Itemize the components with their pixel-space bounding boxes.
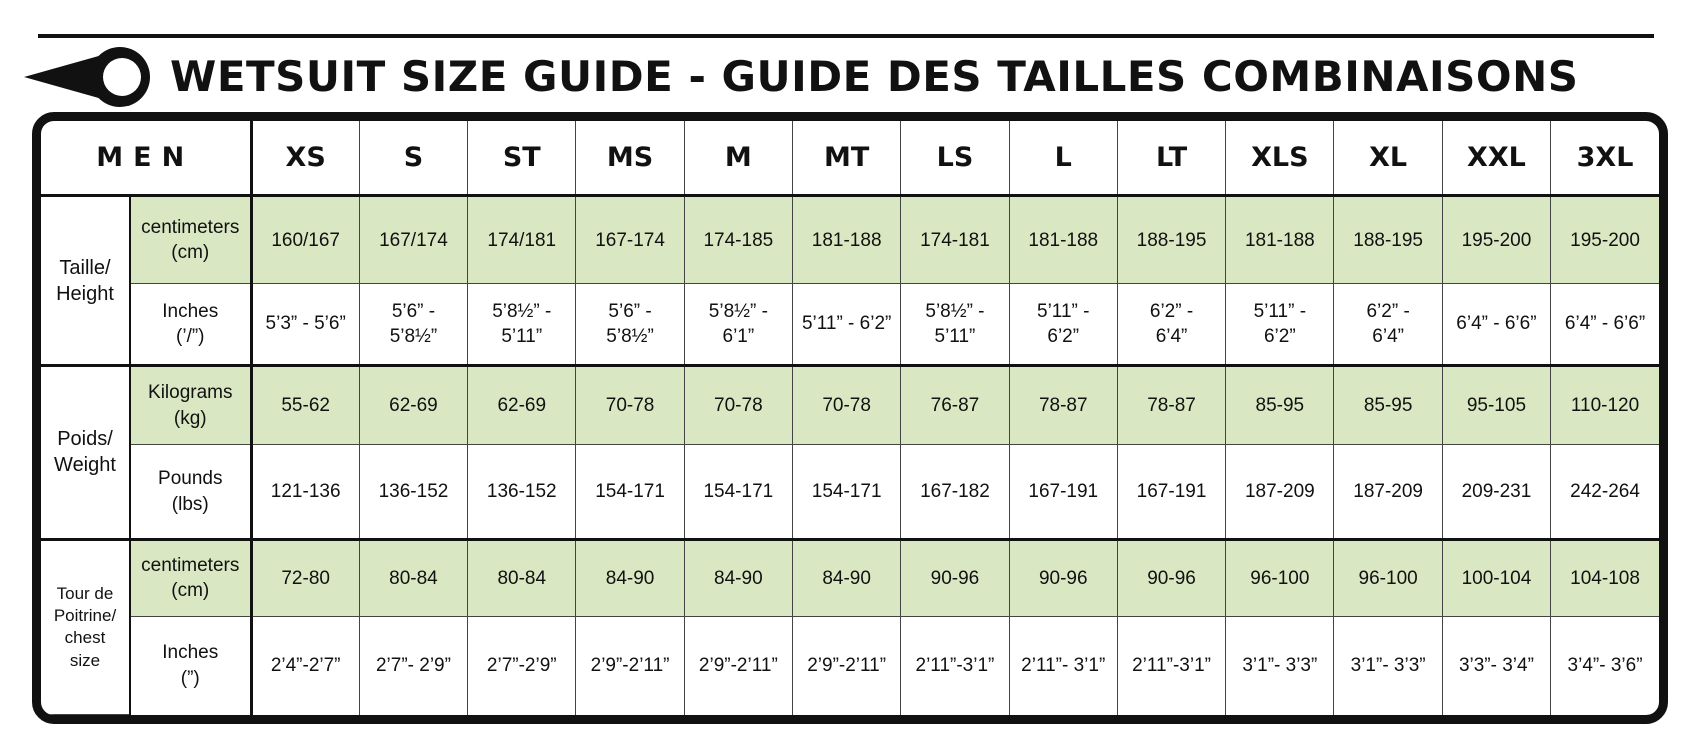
value-cell: 209-231 <box>1442 445 1550 540</box>
row-weight-kg <box>41 365 1659 444</box>
wetsuit-logo-icon <box>24 44 164 110</box>
value-cell: 160/167 <box>251 196 359 284</box>
unit-label: centimeters (cm) <box>130 196 251 284</box>
value-cell: 2’9”-2’11” <box>684 616 792 714</box>
value-cell: 78-87 <box>1117 365 1225 444</box>
page-title: WETSUIT SIZE GUIDE - GUIDE DES TAILLES COMBINAISONS <box>170 52 1579 101</box>
value-cell: 2’4”-2’7” <box>251 616 359 714</box>
value-cell: 136-152 <box>468 445 576 540</box>
value-cell: 2’9”-2’11” <box>576 616 684 714</box>
value-cell: 181-188 <box>793 196 901 284</box>
value-cell: 154-171 <box>576 445 684 540</box>
value-cell: 167-191 <box>1009 445 1117 540</box>
size-table-frame <box>32 112 1668 724</box>
unit-label: Inches (’/”) <box>130 284 251 365</box>
value-cell: 90-96 <box>901 539 1009 616</box>
value-cell: 85-95 <box>1226 365 1334 444</box>
value-cell: 62-69 <box>359 365 467 444</box>
value-cell: 167/174 <box>359 196 467 284</box>
value-cell: 100-104 <box>1442 539 1550 616</box>
row-height-in <box>41 284 1659 365</box>
value-cell: 85-95 <box>1334 365 1442 444</box>
value-cell: 2’7”- 2’9” <box>359 616 467 714</box>
size-header-m: M <box>684 121 792 196</box>
value-cell: 96-100 <box>1334 539 1442 616</box>
unit-label: centimeters (cm) <box>130 539 251 616</box>
value-cell: 3’1”- 3’3” <box>1226 616 1334 714</box>
value-cell: 174-185 <box>684 196 792 284</box>
value-cell: 5’8½” - 5’11” <box>468 284 576 365</box>
value-cell: 174/181 <box>468 196 576 284</box>
size-header-l: L <box>1009 121 1117 196</box>
value-cell: 80-84 <box>359 539 467 616</box>
size-header-mt: MT <box>793 121 901 196</box>
top-rule <box>38 34 1654 38</box>
value-cell: 136-152 <box>359 445 467 540</box>
value-cell: 181-188 <box>1226 196 1334 284</box>
size-header-3xl: 3XL <box>1551 121 1659 196</box>
size-header-ms: MS <box>576 121 684 196</box>
value-cell: 62-69 <box>468 365 576 444</box>
value-cell: 2’11”-3’1” <box>901 616 1009 714</box>
size-header-ls: LS <box>901 121 1009 196</box>
value-cell: 6’4” - 6’6” <box>1551 284 1659 365</box>
row-height-cm <box>41 196 1659 284</box>
value-cell: 72-80 <box>251 539 359 616</box>
group-label-chest: Tour de Poitrine/ chest size <box>41 539 130 714</box>
value-cell: 3’3”- 3’4” <box>1442 616 1550 714</box>
size-table-body <box>41 121 1659 715</box>
value-cell: 6’4” - 6’6” <box>1442 284 1550 365</box>
value-cell: 95-105 <box>1442 365 1550 444</box>
value-cell: 167-182 <box>901 445 1009 540</box>
value-cell: 187-209 <box>1334 445 1442 540</box>
size-header-lt: LT <box>1117 121 1225 196</box>
value-cell: 5’11” - 6’2” <box>1226 284 1334 365</box>
value-cell: 90-96 <box>1009 539 1117 616</box>
value-cell: 110-120 <box>1551 365 1659 444</box>
value-cell: 5’8½” - 6’1” <box>684 284 792 365</box>
value-cell: 5’6” - 5’8½” <box>576 284 684 365</box>
value-cell: 84-90 <box>684 539 792 616</box>
value-cell: 242-264 <box>1551 445 1659 540</box>
value-cell: 104-108 <box>1551 539 1659 616</box>
value-cell: 6’2” - 6’4” <box>1117 284 1225 365</box>
value-cell: 188-195 <box>1117 196 1225 284</box>
value-cell: 80-84 <box>468 539 576 616</box>
value-cell: 70-78 <box>793 365 901 444</box>
value-cell: 84-90 <box>793 539 901 616</box>
size-header-xl: XL <box>1334 121 1442 196</box>
value-cell: 2’11”-3’1” <box>1117 616 1225 714</box>
value-cell: 2’11”- 3’1” <box>1009 616 1117 714</box>
unit-label: Inches (”) <box>130 616 251 714</box>
unit-label: Pounds (lbs) <box>130 445 251 540</box>
value-cell: 3’4”- 3’6” <box>1551 616 1659 714</box>
value-cell: 2’7”-2’9” <box>468 616 576 714</box>
value-cell: 78-87 <box>1009 365 1117 444</box>
value-cell: 70-78 <box>576 365 684 444</box>
value-cell: 96-100 <box>1226 539 1334 616</box>
value-cell: 55-62 <box>251 365 359 444</box>
value-cell: 3’1”- 3’3” <box>1334 616 1442 714</box>
size-header-s: S <box>359 121 467 196</box>
row-weight-lbs <box>41 445 1659 540</box>
size-header-row <box>41 121 1659 196</box>
size-header-xls: XLS <box>1226 121 1334 196</box>
value-cell: 5’3” - 5’6” <box>251 284 359 365</box>
value-cell: 5’11” - 6’2” <box>793 284 901 365</box>
value-cell: 70-78 <box>684 365 792 444</box>
size-header-st: ST <box>468 121 576 196</box>
value-cell: 187-209 <box>1226 445 1334 540</box>
value-cell: 188-195 <box>1334 196 1442 284</box>
group-label-weight: Poids/ Weight <box>41 365 130 539</box>
value-cell: 5’6” - 5’8½” <box>359 284 467 365</box>
size-table <box>41 121 1659 715</box>
size-header-xxl: XXL <box>1442 121 1550 196</box>
header <box>24 44 1674 110</box>
value-cell: 5’11” - 6’2” <box>1009 284 1117 365</box>
row-chest-in <box>41 616 1659 714</box>
value-cell: 6’2” - 6’4” <box>1334 284 1442 365</box>
value-cell: 84-90 <box>576 539 684 616</box>
men-label: MEN <box>41 121 251 196</box>
value-cell: 154-171 <box>684 445 792 540</box>
value-cell: 167-191 <box>1117 445 1225 540</box>
value-cell: 181-188 <box>1009 196 1117 284</box>
value-cell: 154-171 <box>793 445 901 540</box>
value-cell: 90-96 <box>1117 539 1225 616</box>
value-cell: 121-136 <box>251 445 359 540</box>
value-cell: 76-87 <box>901 365 1009 444</box>
value-cell: 195-200 <box>1551 196 1659 284</box>
value-cell: 174-181 <box>901 196 1009 284</box>
unit-label: Kilograms (kg) <box>130 365 251 444</box>
value-cell: 2’9”-2’11” <box>793 616 901 714</box>
value-cell: 167-174 <box>576 196 684 284</box>
group-label-height: Taille/ Height <box>41 196 130 366</box>
value-cell: 195-200 <box>1442 196 1550 284</box>
size-header-xs: XS <box>251 121 359 196</box>
row-chest-cm <box>41 539 1659 616</box>
value-cell: 5’8½” - 5’11” <box>901 284 1009 365</box>
